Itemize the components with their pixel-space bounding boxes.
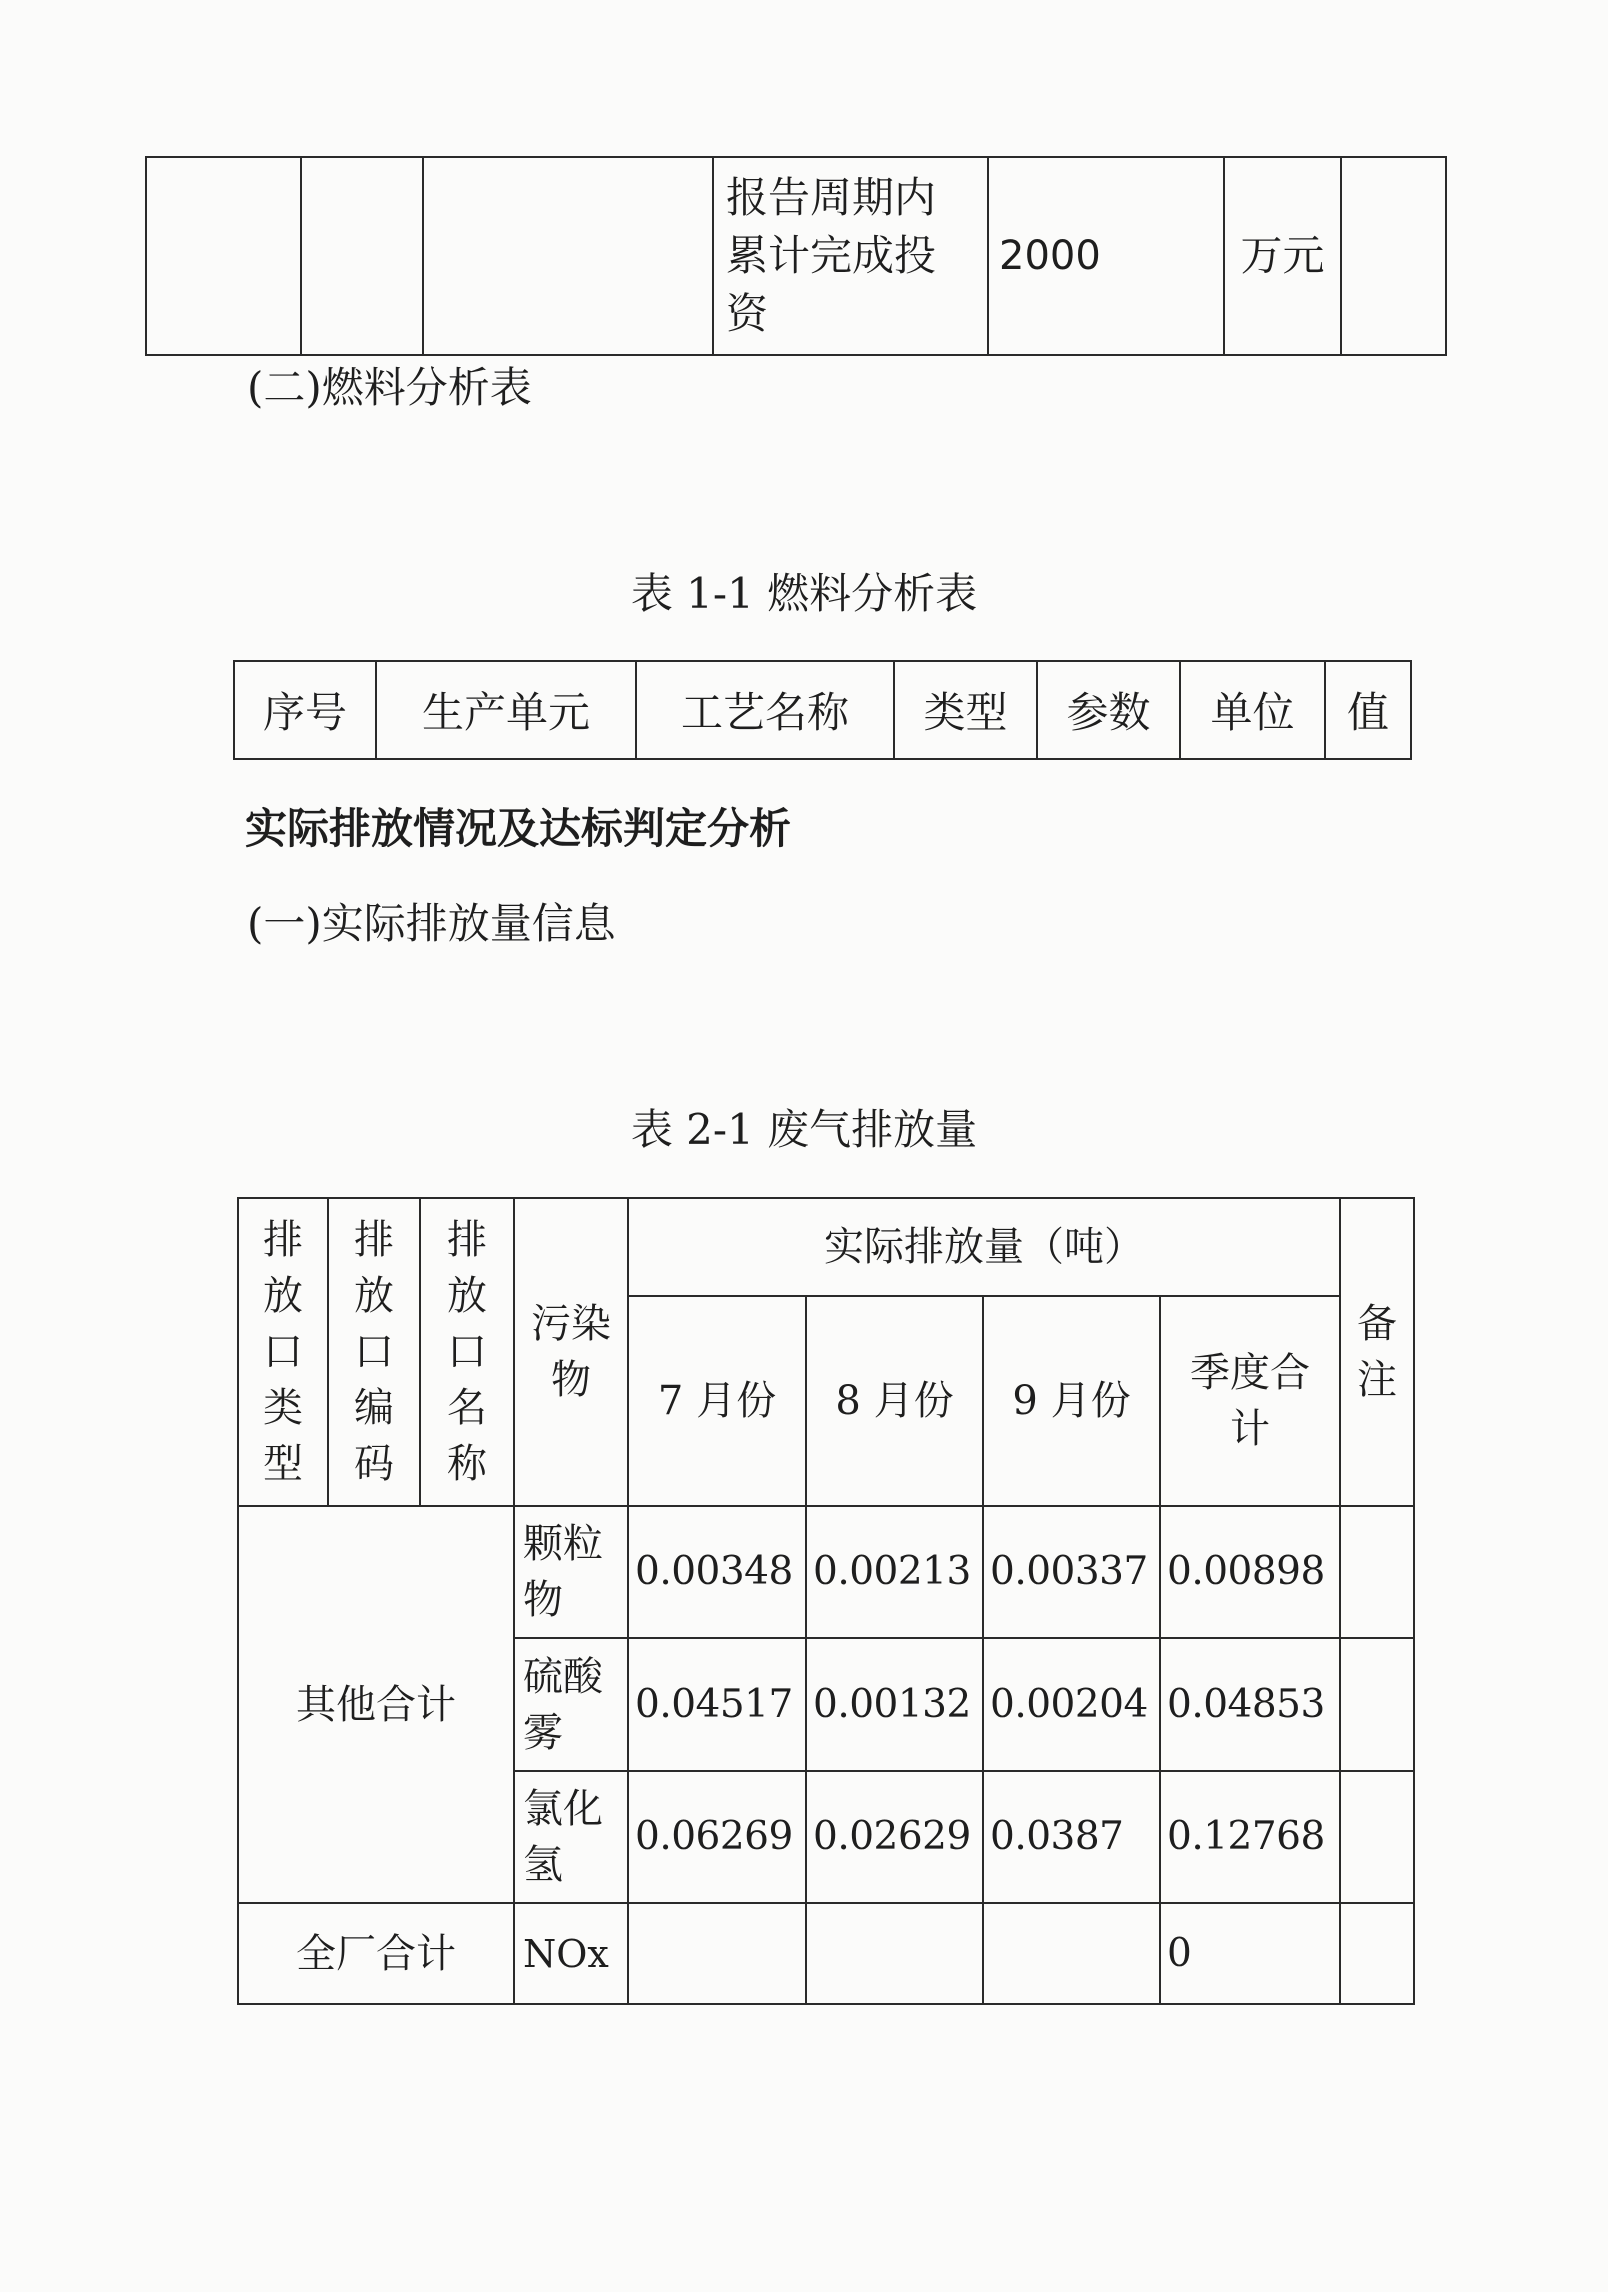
empty-cell xyxy=(301,157,423,355)
outlet-code-header: 排 放 口 编 码 xyxy=(328,1198,420,1506)
actual-emission-header: 实际排放量（吨） xyxy=(628,1198,1340,1296)
value-cell: 0.0387 xyxy=(983,1771,1160,1904)
section-fuel-title: (二)燃料分析表 xyxy=(247,363,532,412)
value-cell: 0.00204 xyxy=(983,1638,1160,1771)
table-row xyxy=(238,1506,1414,1639)
value-cell: 0.04517 xyxy=(628,1638,806,1771)
value-cell: 0.02629 xyxy=(806,1771,983,1904)
table-header-row xyxy=(234,661,1411,759)
value-cell: 0.04853 xyxy=(1160,1638,1340,1771)
remark-cell xyxy=(1340,1638,1414,1771)
value-cell: 0.12768 xyxy=(1160,1771,1340,1904)
pollutant-cell: 氯化 氢 xyxy=(514,1771,628,1904)
empty-cell xyxy=(1341,157,1446,355)
month-8-header: 8 月份 xyxy=(806,1296,983,1505)
remark-cell xyxy=(1340,1506,1414,1639)
table-header-row xyxy=(238,1198,1414,1296)
plant-total-label: 全厂合计 xyxy=(238,1903,514,2004)
header-cell: 类型 xyxy=(894,661,1037,759)
outlet-type-header: 排 放 口 类 型 xyxy=(238,1198,328,1506)
investment-label: 报告周期内 累计完成投 资 xyxy=(713,157,988,355)
header-cell: 值 xyxy=(1325,661,1411,759)
other-total-label: 其他合计 xyxy=(238,1506,514,1904)
pollutant-header: 污染 物 xyxy=(514,1198,628,1506)
value-cell: 0 xyxy=(1160,1903,1340,2004)
outlet-name-header: 排 放 口 名 称 xyxy=(420,1198,514,1506)
investment-unit: 万元 xyxy=(1224,157,1341,355)
quarter-total-header: 季度合 计 xyxy=(1160,1296,1340,1505)
pollutant-cell: 颗粒 物 xyxy=(514,1506,628,1639)
pollutant-cell: 硫酸 雾 xyxy=(514,1638,628,1771)
header-cell: 工艺名称 xyxy=(636,661,894,759)
table-1-1-caption: 表 1-1 燃料分析表 xyxy=(630,569,978,618)
header-cell: 生产单元 xyxy=(376,661,636,759)
table-2-1-caption: 表 2-1 废气排放量 xyxy=(630,1105,978,1154)
empty-cell xyxy=(423,157,713,355)
value-cell: 0.00132 xyxy=(806,1638,983,1771)
value-cell: 0.00213 xyxy=(806,1506,983,1639)
fuel-analysis-table xyxy=(233,660,1412,760)
value-cell xyxy=(628,1903,806,2004)
value-cell xyxy=(806,1903,983,2004)
value-cell: 0.00348 xyxy=(628,1506,806,1639)
exhaust-emission-table xyxy=(237,1197,1415,2005)
value-cell: 0.06269 xyxy=(628,1771,806,1904)
section-heading: 实际排放情况及达标判定分析 xyxy=(245,804,792,853)
month-7-header: 7 月份 xyxy=(628,1296,806,1505)
remark-cell xyxy=(1340,1771,1414,1904)
investment-table-tail xyxy=(145,156,1447,356)
value-cell: 0.00898 xyxy=(1160,1506,1340,1639)
section-emission-title: (一)实际排放量信息 xyxy=(247,899,616,948)
month-9-header: 9 月份 xyxy=(983,1296,1160,1505)
remark-cell xyxy=(1340,1903,1414,2004)
header-cell: 参数 xyxy=(1037,661,1180,759)
investment-value: 2000 xyxy=(988,157,1224,355)
value-cell: 0.00337 xyxy=(983,1506,1160,1639)
value-cell xyxy=(983,1903,1160,2004)
pollutant-cell: NOx xyxy=(514,1903,628,2004)
empty-cell xyxy=(146,157,301,355)
header-cell: 序号 xyxy=(234,661,376,759)
remark-header: 备 注 xyxy=(1340,1198,1414,1506)
table-row xyxy=(238,1903,1414,2004)
table-row xyxy=(146,157,1446,355)
header-cell: 单位 xyxy=(1180,661,1325,759)
